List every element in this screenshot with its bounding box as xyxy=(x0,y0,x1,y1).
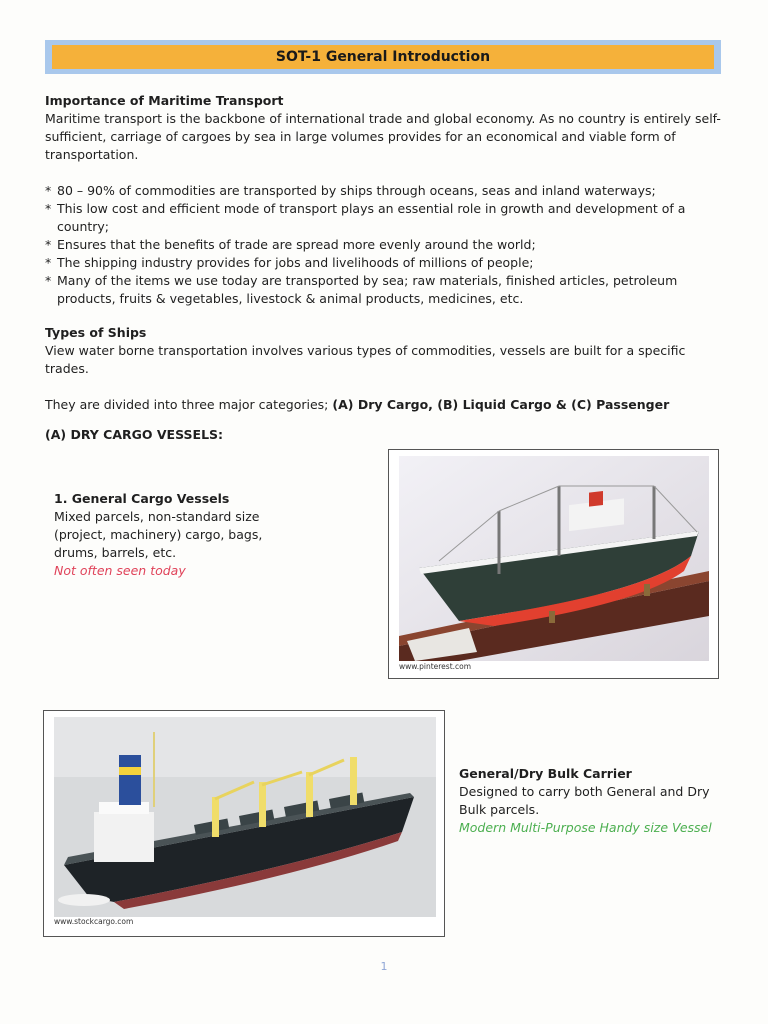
bullet-item: * Ensures that the benefits of trade are spread more evenly around the world; xyxy=(45,236,725,254)
bullet-item: * Many of the items we use today are transported by sea; raw materials, finished articles, petroleum products, fruits & vegetables, livestock & animal products, medicines, etc. xyxy=(45,272,725,308)
general-cargo-photo xyxy=(388,449,719,679)
categories-list: (A) Dry Cargo, (B) Liquid Cargo & (C) Passenger xyxy=(332,397,670,412)
vessel-title: General/Dry Bulk Carrier xyxy=(459,766,632,781)
categories-line xyxy=(45,396,725,414)
vessel-description: Designed to carry both General and Dry Bulk parcels. xyxy=(459,784,710,817)
section-paragraph: View water borne transportation involves various types of commodities, vessels are built for a specific trades. xyxy=(45,343,686,376)
vessel-note: Modern Multi-Purpose Handy size Vessel xyxy=(459,820,712,835)
page-title: SOT-1 General Introduction xyxy=(52,45,714,69)
categories-prefix: They are divided into three major categories; xyxy=(45,397,329,412)
dry-cargo-heading: (A) DRY CARGO VESSELS: xyxy=(45,427,224,442)
section-heading: Types of Ships xyxy=(45,325,147,340)
types-of-ships-section xyxy=(45,324,725,444)
bulk-carrier-photo xyxy=(43,710,445,937)
bullet-list xyxy=(45,182,725,308)
vessel-note: Not often seen today xyxy=(54,563,186,578)
bullet-item: * 80 – 90% of commodities are transported by ships through oceans, seas and inland waterways; xyxy=(45,182,725,200)
section-heading: Importance of Maritime Transport xyxy=(45,93,284,108)
bulk-carrier-text xyxy=(459,765,729,837)
title-banner xyxy=(45,40,721,74)
general-cargo-ship-image xyxy=(399,456,709,661)
bullet-item: * The shipping industry provides for jobs and livelihoods of millions of people; xyxy=(45,254,725,272)
photo-credit: www.stockcargo.com xyxy=(54,917,134,926)
bullet-item: * This low cost and efficient mode of transport plays an essential role in growth and development of a country; xyxy=(45,200,725,236)
page-number: 1 xyxy=(380,960,388,973)
vessel-title: 1. General Cargo Vessels xyxy=(54,491,230,506)
vessel-description: Mixed parcels, non-standard size (project, machinery) cargo, bags, drums, barrels, etc. xyxy=(54,509,263,560)
photo-credit: www.pinterest.com xyxy=(399,662,472,671)
maritime-importance-section xyxy=(45,92,725,308)
section-paragraph: Maritime transport is the backbone of international trade and global economy. As no country is entirely self-sufficient, carriage of cargoes by sea in large volumes provides for an economical and viable form of transportation. xyxy=(45,111,721,162)
bulk-carrier-ship-image xyxy=(54,717,436,917)
general-cargo-text xyxy=(54,490,284,580)
